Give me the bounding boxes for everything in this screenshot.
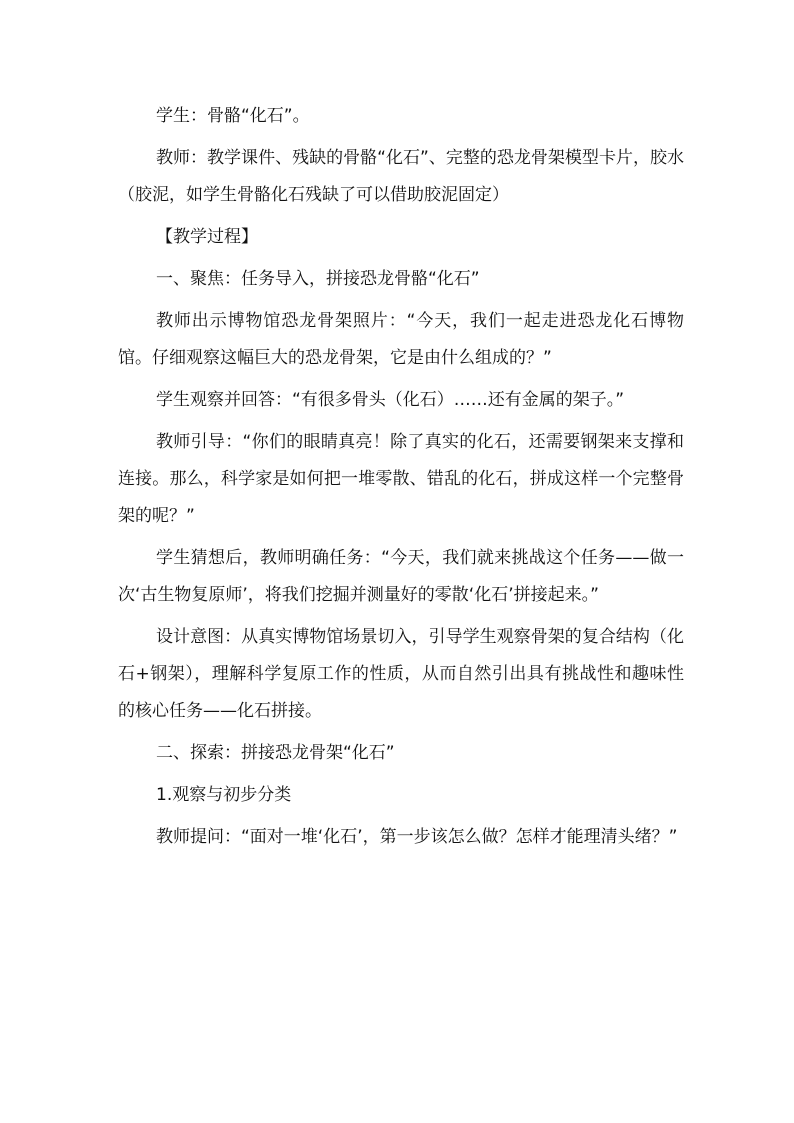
paragraph-design-intent: 设计意图：从真实博物馆场景切入，引导学生观察骨架的复合结构（化石+钢架），理解科学复原工作的性质，从而自然引出具有挑战性和趣味性的核心任务——化石拼接。	[118, 627, 684, 721]
heading-section-two: 二、探索：拼接恐龙骨架“化石”	[156, 743, 395, 763]
heading-subsection-one: 1.观察与初步分类	[156, 785, 292, 805]
document-body	[118, 98, 684, 861]
paragraph-student-answer: 学生观察并回答：“有很多骨头（化石）……还有金属的架子。”	[156, 390, 625, 410]
heading-section-one: 一、聚焦：任务导入，拼接恐龙骨骼“化石”	[156, 269, 480, 289]
paragraph-student-materials: 学生：骨骼“化石”。	[156, 106, 310, 126]
heading-teaching-process: 【教学过程】	[156, 227, 258, 247]
paragraph-teacher-materials: 教师：教学课件、残缺的骨骼“化石”、完整的恐龙骨架模型卡片，胶水（胶泥，如学生骨骼化石残缺了可以借助胶泥固定）	[118, 148, 684, 205]
paragraph-teacher-guide: 教师引导：“你们的眼睛真亮！除了真实的化石，还需要钢架来支撑和连接。那么，科学家是如何把一堆零散、错乱的化石，拼成这样一个完整骨架的呢？”	[118, 432, 684, 526]
paragraph-teacher-question: 教师提问：“面对一堆‘化石’，第一步该怎么做？怎样才能理清头绪？”	[156, 827, 678, 847]
paragraph-task-statement: 学生猜想后，教师明确任务：“今天，我们就来挑战这个任务——做一次‘古生物复原师’，将我们挖掘并测量好的零散‘化石’拼接起来。”	[118, 548, 684, 605]
paragraph-teacher-shows-photo: 教师出示博物馆恐龙骨架照片：“今天，我们一起走进恐龙化石博物馆。仔细观察这幅巨大的恐龙骨架，它是由什么组成的？”	[118, 311, 684, 368]
